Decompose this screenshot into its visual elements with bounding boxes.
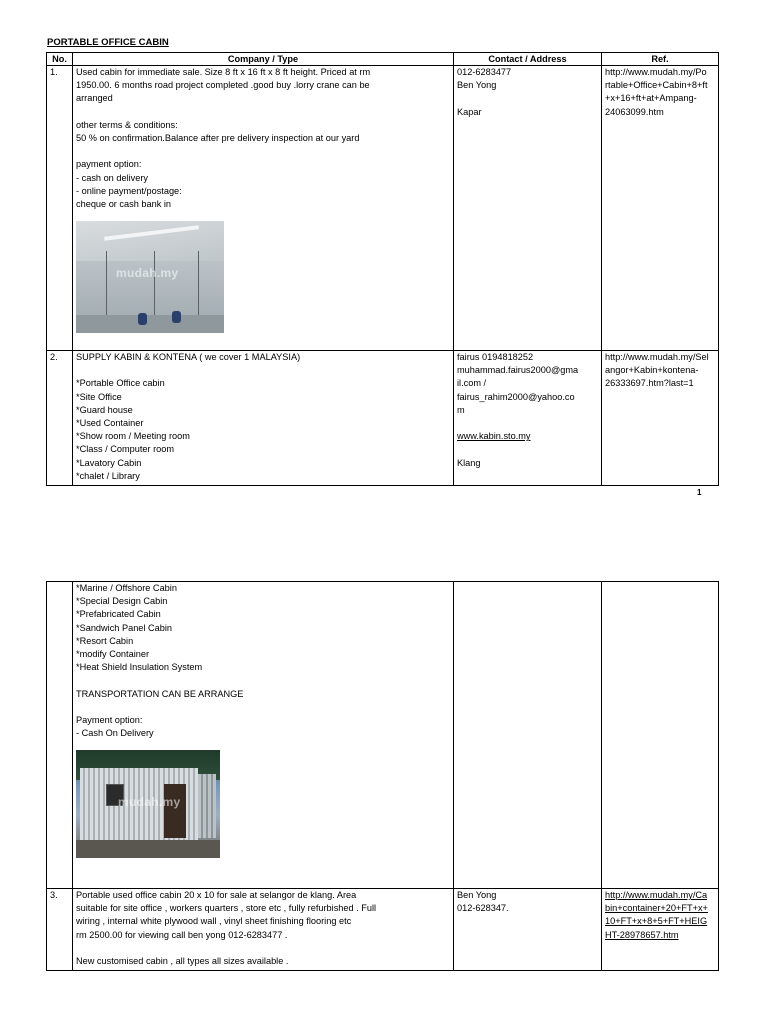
- cabin-listing-table: [46, 52, 719, 486]
- description-line: *Class / Computer room: [76, 444, 175, 455]
- description-line: cheque or cash bank in: [76, 199, 172, 209]
- ref-line[interactable]: bin+container+20+FT+x+: [605, 903, 708, 914]
- description-line: New customised cabin , all types all sizes available .: [76, 956, 289, 966]
- description-line: SUPPLY KABIN & KONTENA ( we cover 1 MALAYSIA): [76, 352, 301, 362]
- row-contact: [454, 889, 602, 971]
- description-line: *Sandwich Panel Cabin: [76, 622, 173, 633]
- header-contact-address: Contact / Address: [454, 53, 602, 66]
- table-row: [47, 889, 719, 971]
- description-line: *Special Design Cabin: [76, 596, 168, 607]
- description-line: rm 2500.00 for viewing call ben yong 012-6283477 .: [76, 929, 288, 940]
- description-line: *Lavatory Cabin: [76, 457, 142, 468]
- header-company-type: Company / Type: [73, 53, 454, 66]
- contact-line: muhammad.fairus2000@gma: [457, 365, 579, 376]
- description-line: *Resort Cabin: [76, 635, 134, 646]
- contact-line: Kapar: [457, 106, 482, 117]
- description-line: Payment option:: [76, 715, 143, 725]
- header-ref: Ref.: [602, 53, 719, 66]
- ref-line: 24063099.htm: [605, 106, 664, 117]
- ref-line: +x+16+ft+at+Ampang-: [605, 93, 697, 104]
- row-description: [73, 889, 454, 971]
- contact-line: Ben Yong: [457, 890, 497, 900]
- contact-line: [457, 92, 598, 105]
- table-row: [47, 66, 719, 351]
- description-line: TRANSPORTATION CAN BE ARRANGE: [76, 688, 244, 699]
- description-line: *chalet / Library: [76, 470, 140, 481]
- description-line: Portable used office cabin 20 x 10 for sale at selangor de klang. Area: [76, 890, 357, 900]
- description-line: arranged: [76, 93, 113, 104]
- cabin-exterior-photo: [76, 750, 220, 858]
- document-title: PORTABLE OFFICE CABIN: [47, 37, 169, 48]
- description-line: payment option:: [76, 159, 142, 170]
- row-ref-link[interactable]: [602, 889, 719, 971]
- row-contact: [454, 582, 602, 889]
- description-line: wiring , internal white plywood wall , vinyl sheet finishing flooring etc: [76, 916, 352, 927]
- header-no: No.: [47, 53, 73, 66]
- ref-line: http://www.mudah.my/Sel: [605, 352, 709, 362]
- description-line: - cash on delivery: [76, 172, 149, 183]
- row-ref: [602, 582, 719, 889]
- contact-line: il.com /: [457, 378, 487, 389]
- table-row: [47, 582, 719, 889]
- contact-city: Klang: [457, 457, 481, 468]
- description-line: [76, 674, 450, 687]
- description-line: *Prefabricated Cabin: [76, 609, 161, 620]
- contact-line: [457, 417, 598, 430]
- table-header-row: [47, 53, 719, 66]
- row-contact: [454, 351, 602, 486]
- photo-watermark: mudah.my: [118, 795, 181, 810]
- description-line: 50 % on confirmation.Balance after pre delivery inspection at our yard: [76, 133, 360, 143]
- ref-line: 26333697.htm?last=1: [605, 378, 694, 389]
- description-line: [76, 942, 450, 955]
- description-line: suitable for site office , workers quarters , store etc , fully refurbished . Full: [76, 903, 377, 914]
- contact-line: [457, 443, 598, 456]
- row-number: [47, 582, 73, 889]
- description-line: *Show room / Meeting room: [76, 431, 190, 442]
- row-description: [73, 582, 454, 889]
- ref-line: rtable+Office+Cabin+8+ft: [605, 80, 708, 91]
- ref-line[interactable]: 10+FT+x+8+5+FT+HEIG: [605, 916, 708, 927]
- row-ref: [602, 66, 719, 351]
- row-contact: [454, 66, 602, 351]
- description-line: other terms & conditions:: [76, 119, 178, 130]
- ref-line: angor+Kabin+kontena-: [605, 365, 699, 376]
- photo-watermark: mudah.my: [116, 266, 179, 281]
- description-line: *Heat Shield Insulation System: [76, 662, 203, 673]
- description-line: *Portable Office cabin: [76, 378, 165, 389]
- description-line: - online payment/postage:: [76, 185, 182, 196]
- page-number: 1: [697, 488, 702, 497]
- description-line: *modify Container: [76, 649, 150, 660]
- row-number: 1.: [47, 66, 73, 351]
- contact-line: m: [457, 404, 465, 415]
- contact-line: 012-6283477: [457, 67, 512, 77]
- contact-line: fairus 0194818252: [457, 352, 534, 362]
- row-description: [73, 351, 454, 486]
- row-description: [73, 66, 454, 351]
- description-line: 1950.00. 6 months road project completed .good buy .lorry crane can be: [76, 80, 370, 91]
- description-line: *Site Office: [76, 391, 122, 402]
- description-line: *Marine / Offshore Cabin: [76, 583, 177, 593]
- row-number: 3.: [47, 889, 73, 971]
- description-line: [76, 701, 450, 714]
- description-line: [76, 145, 450, 158]
- description-line: Used cabin for immediate sale. Size 8 ft x 16 ft x 8 ft height. Priced at rm: [76, 67, 371, 77]
- cabin-listing-table-continued: [46, 581, 719, 971]
- row-number: 2.: [47, 351, 73, 486]
- description-line: [76, 106, 450, 119]
- ref-line: http://www.mudah.my/Po: [605, 67, 707, 77]
- description-line: [76, 364, 450, 377]
- ref-line[interactable]: HT-28978657.htm: [605, 929, 679, 940]
- description-line: - Cash On Delivery: [76, 728, 154, 739]
- website-link[interactable]: www.kabin.sto.my: [457, 431, 531, 442]
- contact-line: fairus_rahim2000@yahoo.co: [457, 391, 575, 402]
- contact-line: 012-628347.: [457, 903, 509, 914]
- table-row: [47, 351, 719, 486]
- ref-line[interactable]: http://www.mudah.my/Ca: [605, 890, 708, 900]
- contact-line: Ben Yong: [457, 80, 497, 91]
- description-line: *Used Container: [76, 418, 144, 428]
- description-line: *Guard house: [76, 404, 133, 415]
- row-ref: [602, 351, 719, 486]
- cabin-interior-photo: [76, 221, 224, 333]
